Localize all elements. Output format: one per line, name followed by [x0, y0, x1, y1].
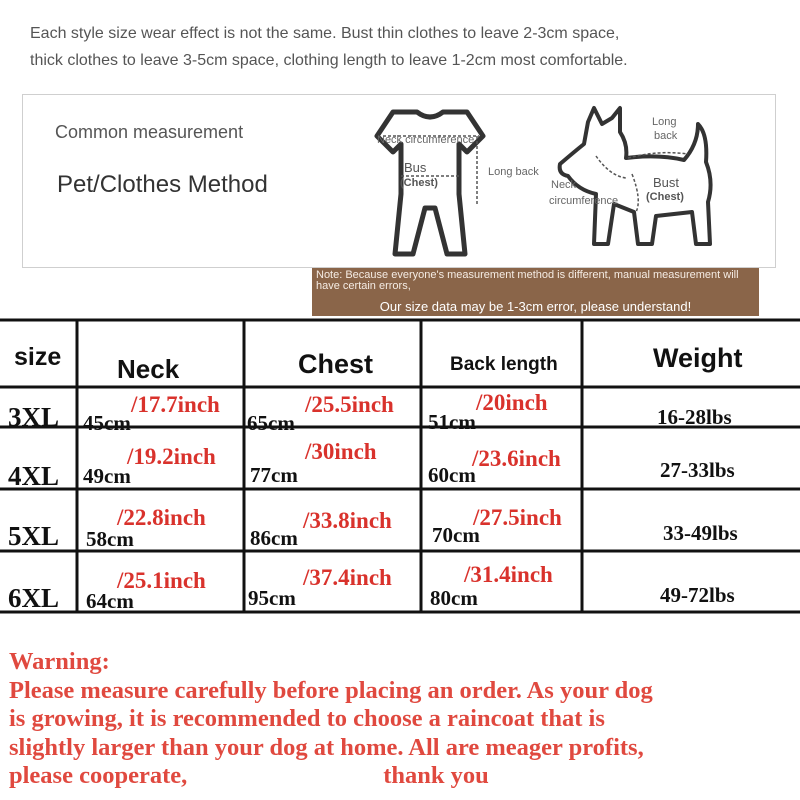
common-measurement-title: Common measurement — [55, 122, 244, 142]
clothes-back-label: Long back — [488, 166, 539, 178]
header-size: size — [14, 343, 62, 371]
method-title: Pet/Clothes Method — [57, 171, 268, 198]
neck-cm-cell: 49cm — [83, 464, 131, 488]
size-cell: 6XL — [8, 583, 60, 613]
warning-block — [9, 648, 799, 791]
dog-chest-label: (Chest) — [646, 191, 684, 203]
size-cell: 4XL — [8, 461, 60, 491]
warning-line-3: slightly larger than your dog at home. All are meager profits, — [9, 733, 644, 761]
intro-line-2: thick clothes to leave 3-5cm space, clothing length to leave 1-2cm most comfortable. — [30, 52, 628, 69]
chest-inch-cell: /37.4inch — [303, 565, 392, 590]
note-errors-text: Note: Because everyone's measurement method is different, manual measurement will have certain errors, — [316, 269, 739, 292]
back-inch-cell: /27.5inch — [473, 505, 562, 530]
dog-circumference-label: circumference — [549, 195, 619, 207]
neck-cm-cell: 64cm — [86, 589, 134, 613]
header-chest: Chest — [298, 349, 374, 379]
header-weight: Weight — [653, 343, 743, 373]
dog-long-label: Long — [652, 116, 677, 128]
size-cell: 5XL — [8, 521, 60, 551]
neck-inch-cell: /17.7inch — [131, 392, 220, 417]
clothes-chest-label: (Chest) — [400, 177, 438, 189]
neck-cm-cell: 45cm — [83, 411, 131, 435]
dog-neck-label: Neck — [551, 179, 577, 191]
intro-line-1: Each style size wear effect is not the same. Bust thin clothes to leave 2-3cm space, — [30, 25, 620, 42]
back-inch-cell: /20inch — [476, 390, 548, 415]
chest-cm-cell: 65cm — [247, 411, 295, 435]
back-cm-cell: 60cm — [428, 463, 476, 487]
neck-inch-cell: /19.2inch — [127, 444, 216, 469]
intro-text — [30, 20, 790, 74]
header-back-length: Back length — [450, 354, 558, 375]
note-understand-text: Our size data may be 1-3cm error, please understand! — [379, 299, 692, 314]
weight-cell: 49-72lbs — [660, 583, 735, 607]
header-neck: Neck — [117, 354, 180, 384]
chest-inch-cell: /33.8inch — [303, 508, 392, 533]
back-inch-cell: /23.6inch — [472, 446, 561, 471]
clothes-bust-label: Bus — [404, 160, 427, 175]
warning-line-2: is growing, it is recommended to choose a raincoat that is — [9, 705, 605, 732]
chest-cm-cell: 77cm — [250, 463, 298, 487]
size-cell: 3XL — [8, 402, 60, 432]
warning-line-4 — [9, 762, 799, 791]
neck-inch-cell: /25.1inch — [117, 568, 206, 593]
clothes-diagram-icon — [355, 108, 535, 260]
warning-cooperate: please cooperate, — [9, 762, 188, 789]
warning-title: Warning: — [9, 648, 110, 675]
dog-back-label: back — [654, 130, 678, 142]
back-cm-cell: 51cm — [428, 410, 476, 434]
weight-cell: 33-49lbs — [663, 521, 738, 545]
weight-cell: 27-33lbs — [660, 458, 735, 482]
warning-thank-you: thank you — [383, 762, 489, 789]
size-table — [0, 318, 800, 614]
weight-cell: 16-28lbs — [657, 405, 732, 429]
chest-cm-cell: 86cm — [250, 526, 298, 550]
neck-inch-cell: /22.8inch — [117, 505, 206, 530]
chest-cm-cell: 95cm — [248, 586, 296, 610]
clothes-neck-label: Neck circumference — [377, 134, 475, 146]
warning-line-1: Please measure carefully before placing an order. As your dog — [9, 676, 653, 704]
dog-bust-label: Bust — [653, 175, 680, 190]
back-inch-cell: /31.4inch — [464, 562, 553, 587]
chest-inch-cell: /30inch — [305, 439, 377, 464]
chest-inch-cell: /25.5inch — [305, 392, 394, 417]
back-cm-cell: 80cm — [430, 586, 478, 610]
back-cm-cell: 70cm — [432, 523, 480, 547]
neck-cm-cell: 58cm — [86, 527, 134, 551]
